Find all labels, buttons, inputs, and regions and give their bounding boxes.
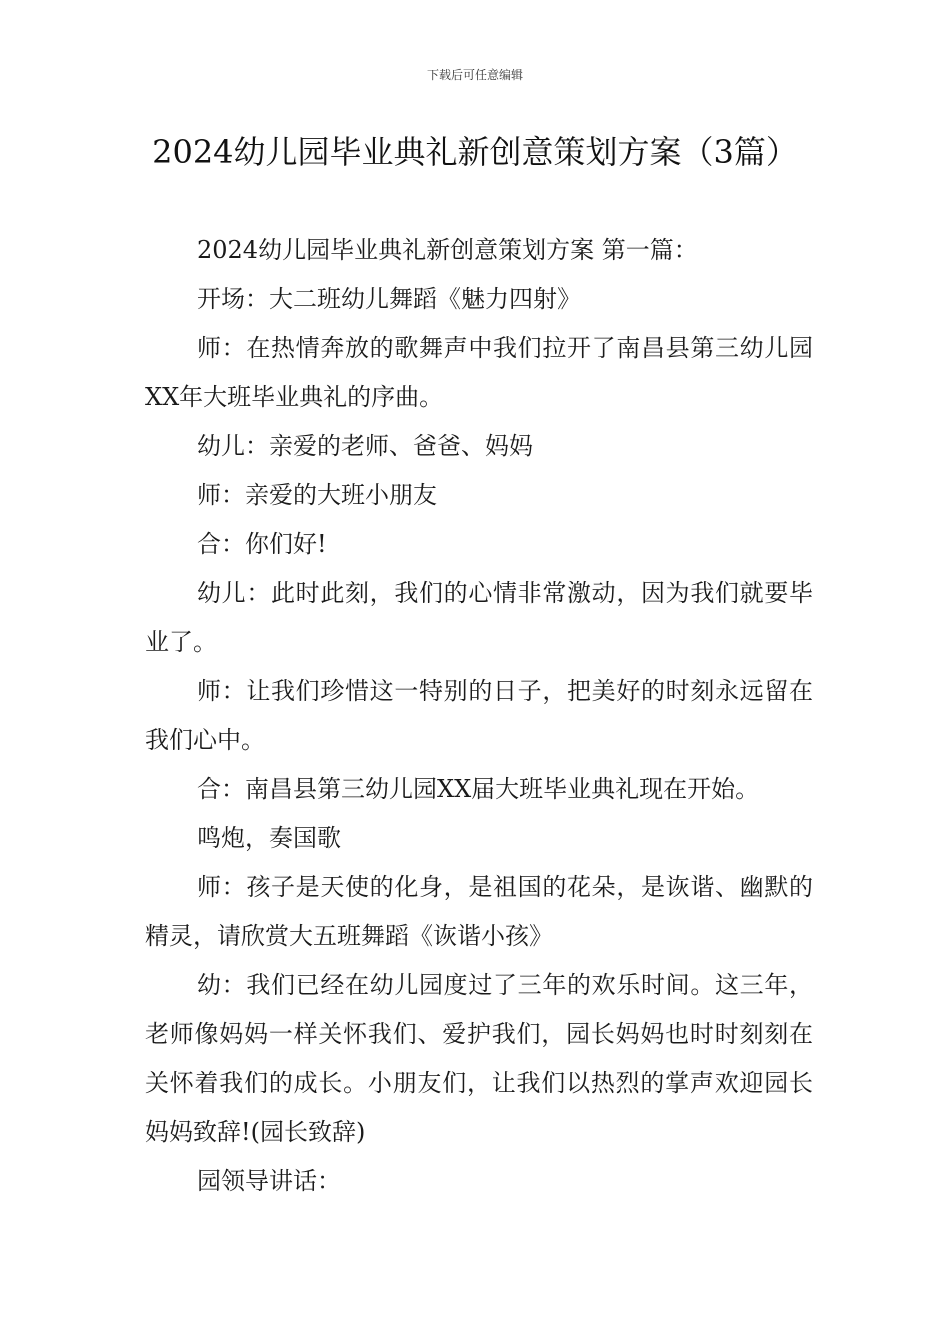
paragraph-together-2: 合：南昌县第三幼儿园XX届大班毕业典礼现在开始。: [197, 775, 760, 803]
paragraph-leader-speech: 园领导讲话：: [197, 1167, 341, 1195]
paragraph-opening: 开场：大二班幼儿舞蹈《魅力四射》: [197, 285, 581, 313]
paragraph-children-3: 幼：我们已经在幼儿园度过了三年的欢乐时间。这三年，老师像妈妈一样关怀我们、爱护我们，园长妈妈也时时刻刻在关怀着我们的成长。小朋友们，让我们以热烈的掌声欢迎园长妈妈致辞!(园长致辞): [145, 971, 813, 1146]
paragraph-children-2: 幼儿：此时此刻，我们的心情非常激动，因为我们就要毕业了。: [145, 579, 813, 656]
paragraph-section-heading: 2024幼儿园毕业典礼新创意策划方案 第一篇：: [197, 236, 698, 264]
paragraph-children-1: 幼儿：亲爱的老师、爸爸、妈妈: [197, 432, 533, 460]
document-body: [145, 226, 813, 1206]
paragraph-together-1: 合：你们好!: [197, 530, 327, 558]
paragraph-anthem: 鸣炮，奏国歌: [197, 824, 341, 852]
paragraph-teacher-4: 师：孩子是天使的化身，是祖国的花朵，是诙谐、幽默的精灵，请欣赏大五班舞蹈《诙谐小孩》: [145, 873, 813, 950]
document-title: 2024幼儿园毕业典礼新创意策划方案（3篇）: [152, 133, 798, 171]
paragraph-teacher-1: 师：在热情奔放的歌舞声中我们拉开了南昌县第三幼儿园XX年大班毕业典礼的序曲。: [145, 334, 813, 411]
paragraph-teacher-2: 师：亲爱的大班小朋友: [197, 481, 437, 509]
paragraph-teacher-3: 师：让我们珍惜这一特别的日子，把美好的时刻永远留在我们心中。: [145, 677, 813, 754]
header-note: 下载后可任意编辑: [426, 68, 523, 82]
